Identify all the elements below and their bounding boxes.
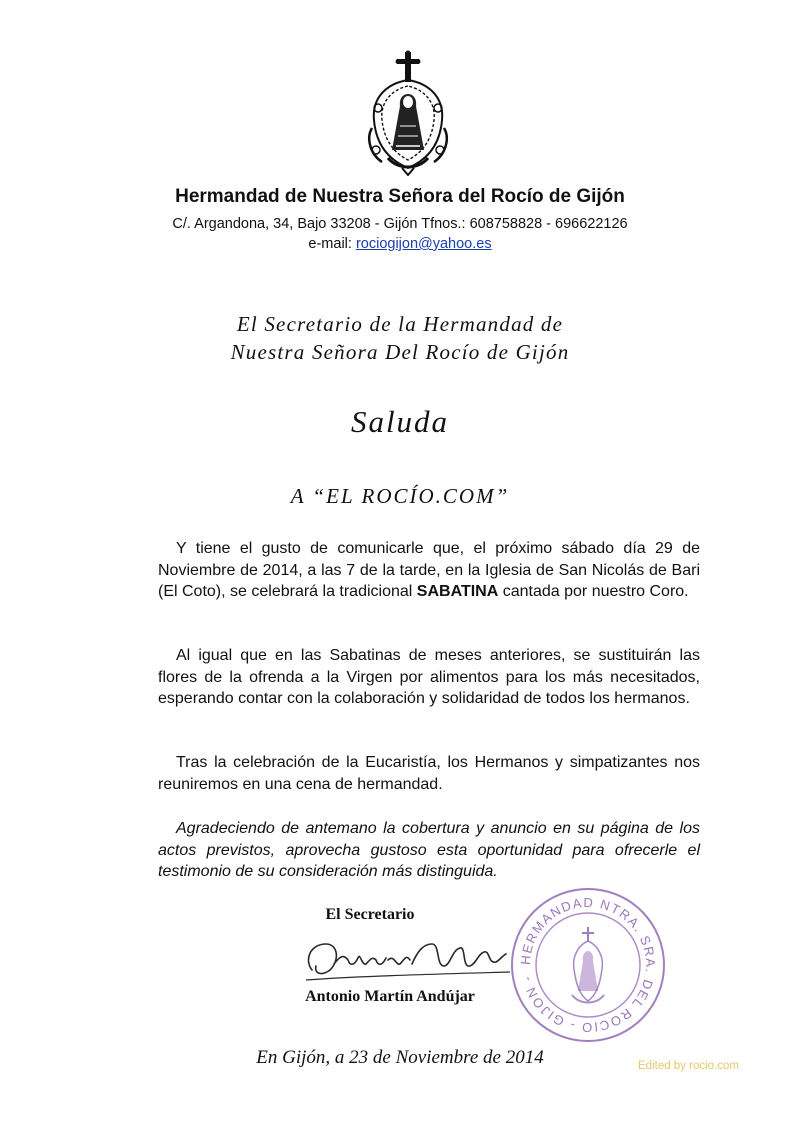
- paragraph-offering: [158, 645, 700, 710]
- paragraph-thanks: [158, 818, 700, 883]
- organization-title: Hermandad de Nuestra Señora del Rocío de Gijón: [175, 186, 625, 207]
- handwritten-signature: [300, 930, 515, 990]
- paragraph-announcement: [158, 538, 700, 603]
- greeting-line-1: El Secretario de la Hermandad de: [236, 312, 564, 336]
- place-and-date: En Gijón, a 23 de Noviembre de 2014: [256, 1047, 544, 1068]
- email-link[interactable]: rociogijon@yahoo.es: [355, 236, 492, 252]
- signer-name: Antonio Martín Andújar: [305, 988, 475, 1005]
- announcement-text-end: cantada por nuestro Coro.: [502, 583, 689, 600]
- brotherhood-seal-stamp: [508, 885, 668, 1045]
- email-line: [0, 236, 800, 252]
- signer-role: El Secretario: [325, 906, 415, 923]
- thanks-text: Agradeciendo de antemano la cobertura y anuncio en su página de los actos previstos, aprovecha gustoso esta oportunidad para ofrecerle el testimonio de su consideración más distinguida.: [158, 820, 700, 880]
- organization-address: C/. Argandona, 34, Bajo 33208 - Gijón Tfnos.: 608758828 - 696622126: [172, 216, 628, 232]
- sabatina-emphasis: SABATINA: [416, 583, 499, 600]
- brotherhood-crest-icon: [364, 50, 452, 176]
- offering-text: Al igual que en las Sabatinas de meses anteriores, se sustituirán las flores de la ofrenda a la Virgen por alimentos para los más necesitados, esperando contar con la colaboración y solidaridad de todos los hermanos.: [158, 647, 700, 707]
- dinner-text: Tras la celebración de la Eucaristía, los Hermanos y simpatizantes nos reuniremos en una cena de hermandad.: [158, 754, 700, 793]
- recipient-line: A “EL ROCÍO.COM”: [290, 484, 510, 508]
- edited-by-watermark: Edited by rocio.com: [638, 1060, 739, 1072]
- paragraph-dinner: [158, 752, 700, 795]
- email-label: e-mail:: [308, 236, 352, 252]
- announcement-text: Y tiene el gusto de comunicarle que, el próximo sábado día 29 de Noviembre de 2014, a las 7 de la tarde, en la Iglesia de San Nicolás de Bari (El Coto), se celebrará la tradicional: [158, 540, 700, 600]
- saluda-heading: Saluda: [350, 404, 450, 439]
- svg-text:HERMANDAD NTRA. SRA. DEL ROCIO: HERMANDAD NTRA. SRA. DEL ROCIO - GIJON -: [517, 894, 659, 1036]
- greeting-line-2: Nuestra Señora Del Rocío de Gijón: [230, 340, 570, 364]
